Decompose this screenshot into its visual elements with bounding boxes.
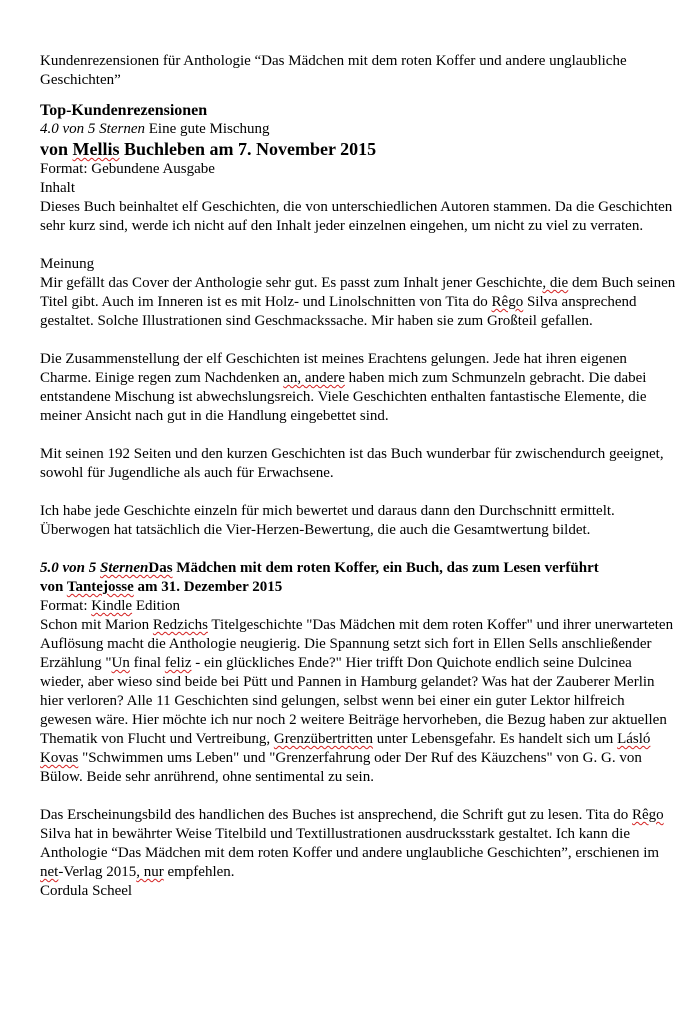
spellcheck-word: Lásló Kovas [40, 731, 651, 766]
text-run: Mir gefällt das Cover der Anthologie sehr gut. Es passt zum Inhalt jener Geschichte [40, 275, 543, 291]
spellcheck-word: feliz [164, 655, 192, 671]
text-run: -Verlag 2015 [58, 864, 137, 880]
review-1-author-rest: Buchleben am 7. November 2015 [119, 139, 377, 159]
review-2-rating [40, 560, 148, 576]
spellcheck-word: , die [542, 275, 569, 291]
text-run: "Schwimmen ums Leben" und "Grenzerfahrung oder Der Ruf des Käuzchens" von G. G. von Bülow. Beide sehr anrührend, ohne sentimental zu sein. [40, 750, 642, 785]
text-run: Edition [132, 598, 180, 614]
spellcheck-word: Das [148, 560, 173, 576]
text-run: dem Buch seinen Titel gibt. Auch im Inneren ist es mit Holz- und Linolschnitten von Tita do [40, 275, 676, 310]
text-run: Titelgeschichte "Das Mädchen mit dem roten Koffer" und ihrer unerwarteten Auflösung macht die Anthologie neugierig. Die Spannung setzt sich fort in Ellen Sells anschließender Erzählung " [40, 617, 674, 671]
text-run: Format: [40, 598, 92, 614]
spellcheck-word: Kindle [91, 598, 133, 614]
review-1-format: Format: Gebundene Ausgabe [40, 161, 215, 177]
text-run: unter Lebensgefahr. Es handelt sich um [372, 731, 618, 747]
document-page [40, 52, 676, 901]
review-2-rating-line [40, 559, 676, 578]
section-heading: Top-Kundenrezensionen [40, 102, 208, 119]
review-1-meinung-label: Meinung [40, 256, 95, 272]
spellcheck-word: Sternen [100, 560, 149, 576]
review-2-paragraph-1 [40, 616, 676, 787]
review-2-author: Tantejosse [66, 579, 134, 595]
review-1-author-first: Mellis [72, 139, 120, 159]
spellcheck-word: Rêgo [631, 807, 664, 823]
review-1-inhalt-label: Inhalt [40, 180, 75, 196]
text-run: - ein glückliches Ende?" Hier trifft Don Quichote endlich seine Dulcinea wieder, aber wieso sind beide bei Pütt und Pannen in Hamburg gelandet? Was hat der Zauberer Merlin hier verloren? Alle 11 Geschichten sind gelungen, selbst wenn bei einer ein guter Lektor hilfreich gewesen wäre. Hier möchte ich nur noch 2 weitere Beiträge hervorheben, die Bezug haben zur aktuellen Thematik von Flucht und Vertreibung, [40, 655, 667, 747]
spellcheck-word: Rêgo [491, 294, 524, 310]
review-2-headline: Mädchen mit dem roten Koffer, ein Buch, das zum Lesen verführt [172, 560, 599, 576]
review-1-rating: 4.0 von 5 Sternen [40, 121, 145, 137]
review-1-paragraph-2 [40, 350, 676, 426]
text-run: Die Zusammenstellung der elf Geschichten ist meines Erachtens gelungen. Jede hat ihren eigenen Charme. Einige regen zum Nachdenken [40, 351, 627, 386]
text-run: Silva hat in bewährter Weise Titelbild und Textillustrationen ausdrucksstark gestaltet. Ich kann die Anthologie “Das Mädchen mit dem roten Koffer und andere unglaubliche Geschichten”, erschienen im [40, 826, 660, 861]
text-run: 5.0 von 5 [40, 560, 100, 576]
review-1-inhalt-text: Dieses Buch beinhaltet elf Geschichten, die von unterschiedlichen Autoren stammen. Da die Geschichten sehr kurz sind, werde ich nicht auf den Inhalt jeder einzelnen eingehen, um nicht zu viel zu verraten. [40, 199, 673, 234]
review-1-paragraph-4: Ich habe jede Geschichte einzeln für mich bewertet und daraus dann den Durchschnitt ermittelt. Überwogen hat tatsächlich die Vier-Herzen-Bewertung, die auch die Gesamtwertung bildet. [40, 503, 615, 538]
spellcheck-word: an, andere [283, 370, 345, 386]
spellcheck-word: Redzichs [152, 617, 208, 633]
review-2-paragraph-2 [40, 806, 676, 882]
review-1-headline: Eine gute Mischung [144, 121, 270, 137]
byline-prefix: von [40, 579, 67, 595]
text-run: haben mich zum Schmunzeln gebracht. Die dabei entstandene Mischung ist abwechslungsreich. Viele Geschichten enthalten fantastische Elemente, die meiner Ansicht nach gut in die Handlung eingebettet sind. [40, 370, 647, 424]
spellcheck-word: Grenzübertritten [273, 731, 373, 747]
review-1-paragraph-1 [40, 274, 676, 331]
review-2-format [40, 597, 676, 616]
spellcheck-word: net [40, 864, 59, 880]
byline-prefix: von [40, 139, 73, 159]
review-2-byline [40, 578, 676, 597]
review-2-date: am 31. Dezember 2015 [133, 579, 283, 595]
review-2-signature: Cordula Scheel [40, 883, 133, 899]
text-run: Das Erscheinungsbild des handlichen des Buches ist ansprechend, die Schrift gut zu lesen. Tita do [40, 807, 632, 823]
review-1-rating-line [40, 120, 676, 139]
spellcheck-word: Un [111, 655, 130, 671]
text-run: Silva ansprechend gestaltet. Solche Illustrationen sind Geschmackssache. Mir haben sie zum Großteil gefallen. [40, 294, 637, 329]
text-run: empfehlen. [163, 864, 235, 880]
spellcheck-word: , nur [136, 864, 164, 880]
review-1-paragraph-3: Mit seinen 192 Seiten und den kurzen Geschichten ist das Buch wunderbar für zwischendurch geeignet, sowohl für Jugendliche als auch für Erwachsene. [40, 446, 664, 481]
document-title: Kundenrezensionen für Anthologie “Das Mädchen mit dem roten Koffer und andere unglaubliche Geschichten” [40, 53, 627, 88]
review-1-byline [40, 139, 676, 160]
text-run: Schon mit Marion [40, 617, 153, 633]
text-run: final [129, 655, 165, 671]
